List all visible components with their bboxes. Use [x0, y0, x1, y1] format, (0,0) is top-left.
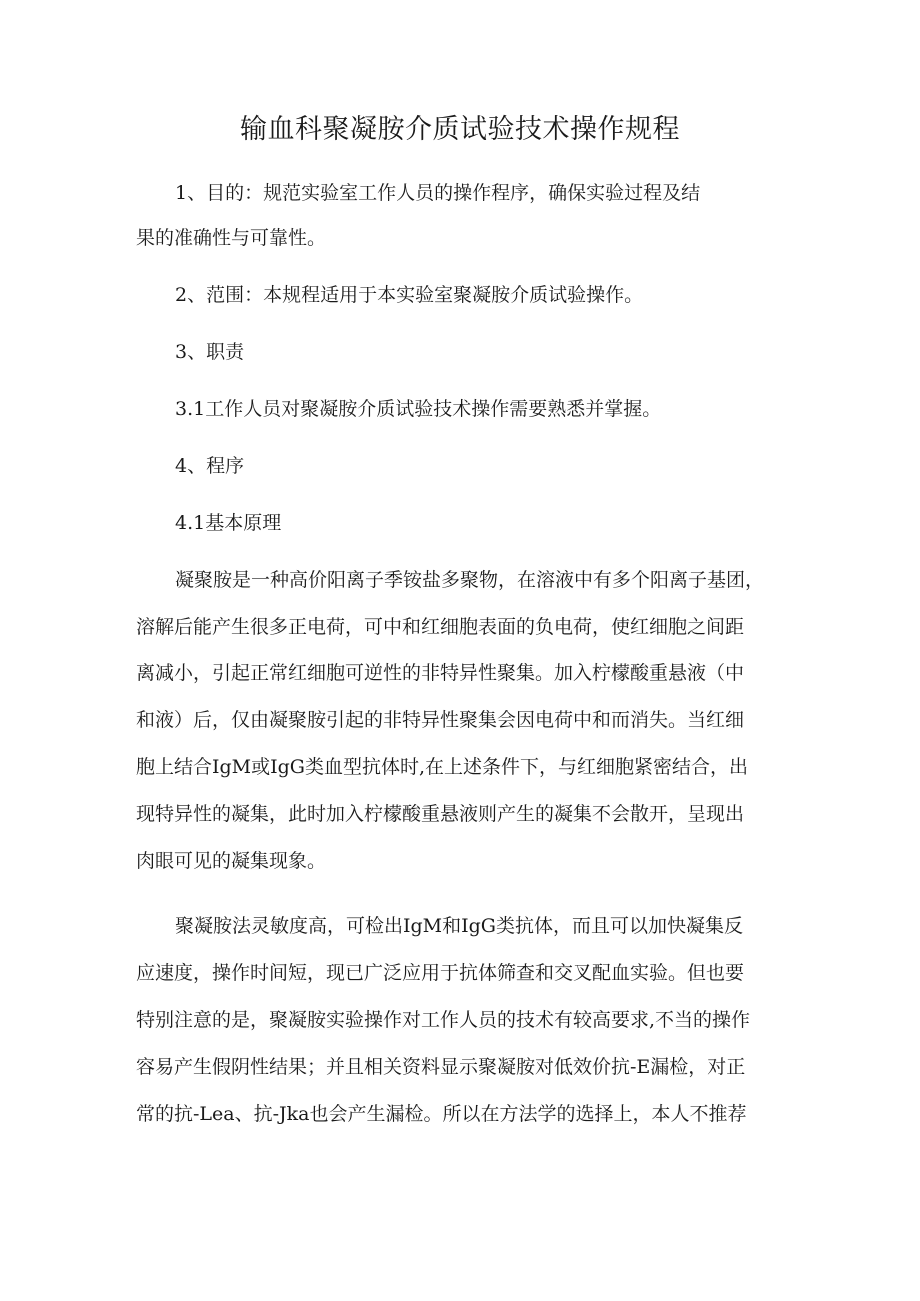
paragraph2-line: 应速度，操作时间短，现已广泛应用于抗体筛查和交叉配血实验。但也要 — [136, 962, 745, 984]
paragraph1-line: 胞上结合IgM或IgG类血型抗体时,在上述条件下，与红细胞紧密结合，出 — [136, 756, 749, 778]
paragraph1-line: 现特异性的凝集，此时加入柠檬酸重悬液则产生的凝集不会散开，呈现出 — [136, 803, 745, 825]
paragraph1-line: 凝聚胺是一种高价阳离子季铵盐多聚物，在溶液中有多个阳离子基团， — [175, 569, 765, 591]
paragraph2-line: 常的抗-Lea、抗-Jka也会产生漏检。所以在方法学的选择上，本人不推荐 — [136, 1103, 747, 1125]
paragraph1-line: 离减小，引起正常红细胞可逆性的非特异性聚集。加入柠檬酸重悬液（中 — [136, 662, 745, 684]
purpose-line-1: 1、目的：规范实验室工作人员的操作程序，确保实验过程及结 — [175, 182, 701, 204]
paragraph1-line: 和液）后，仅由凝聚胺引起的非特异性聚集会因电荷中和而消失。当红细 — [136, 709, 745, 731]
scope-line: 2、范围：本规程适用于本实验室聚凝胺介质试验操作。 — [175, 284, 644, 306]
responsibility-3-1: 3.1工作人员对聚凝胺介质试验技术操作需要熟悉并掌握。 — [175, 398, 662, 420]
procedure-4-1: 4.1基本原理 — [175, 512, 282, 534]
paragraph1-line: 肉眼可见的凝集现象。 — [136, 850, 327, 872]
paragraph2-line: 特别注意的是，聚凝胺实验操作对工作人员的技术有较高要求,不当的操作 — [136, 1009, 751, 1031]
purpose-line-2: 果的准确性与可靠性。 — [136, 227, 327, 249]
paragraph2-line: 聚凝胺法灵敏度高，可检出IgM和IgG类抗体，而且可以加快凝集反 — [175, 915, 743, 937]
paragraph1-line: 溶解后能产生很多正电荷，可中和红细胞表面的负电荷，使红细胞之间距 — [136, 616, 745, 638]
procedure-heading: 4、程序 — [175, 455, 245, 477]
paragraph2-line: 容易产生假阴性结果；并且相关资料显示聚凝胺对低效价抗-E漏检，对正 — [136, 1056, 746, 1078]
responsibility-heading: 3、职责 — [175, 341, 245, 363]
document-title: 输血科聚凝胺介质试验技术操作规程 — [240, 114, 680, 145]
